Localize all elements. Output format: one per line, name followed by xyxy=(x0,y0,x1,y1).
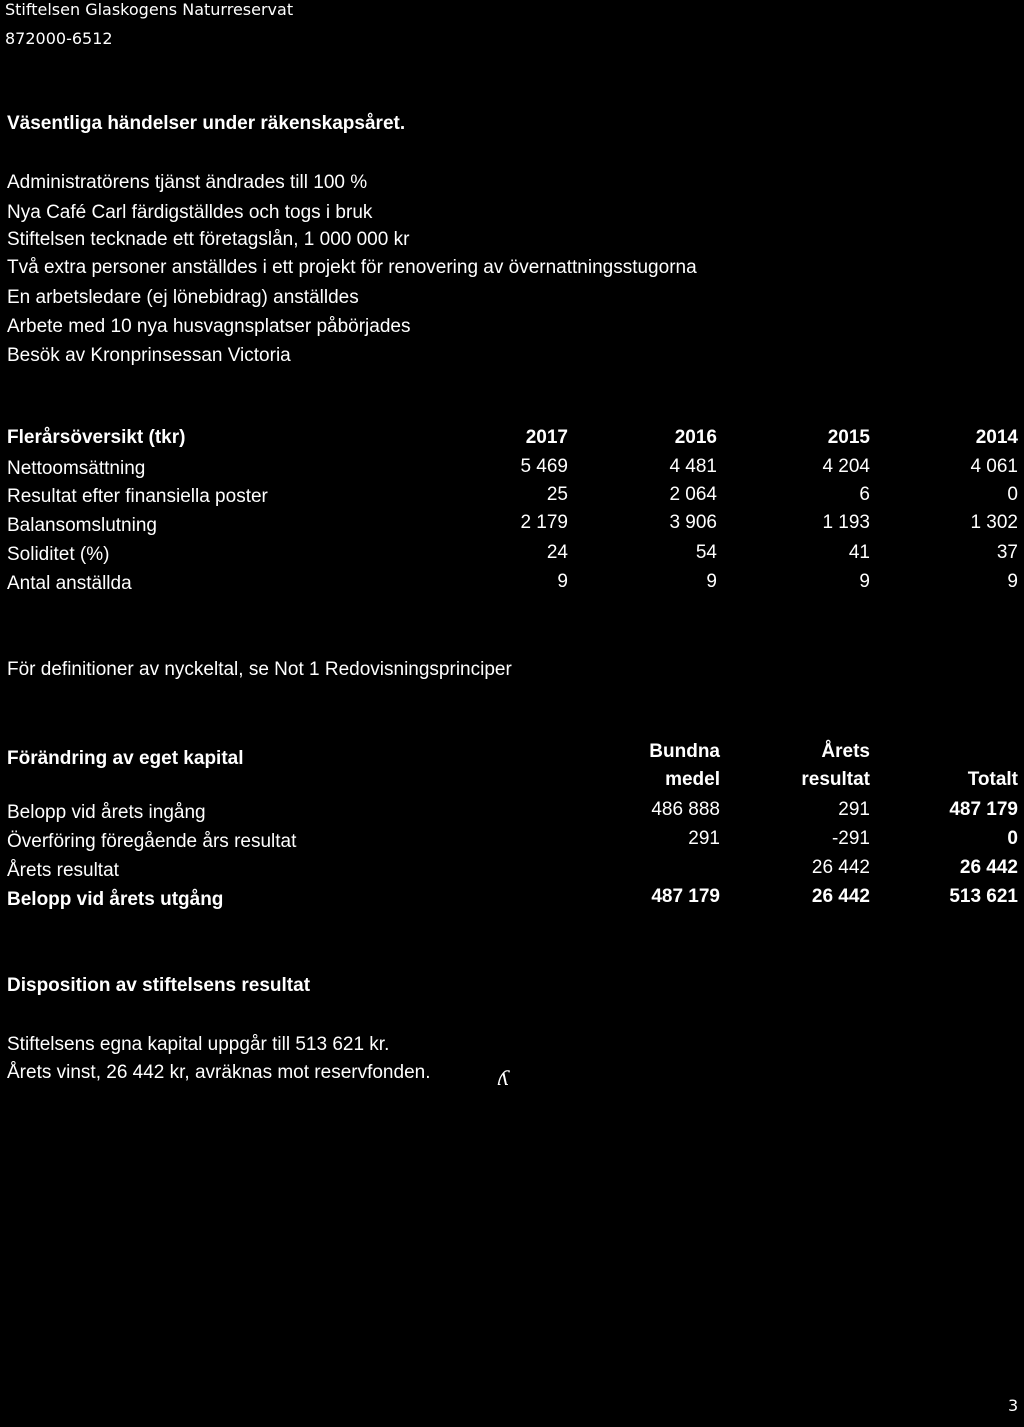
overview-cell: 5 469 xyxy=(520,456,568,477)
overview-cell: 9 xyxy=(859,571,870,592)
year-header: 2016 xyxy=(674,427,717,448)
overview-cell: 9 xyxy=(557,571,568,592)
equity-col-header: Bundna xyxy=(649,741,720,762)
overview-row-label: Resultat efter finansiella poster xyxy=(7,486,268,507)
disposition-line: Stiftelsens egna kapital uppgår till 513 621 kr. xyxy=(7,1034,390,1055)
event-item: Administratörens tjänst ändrades till 100 % xyxy=(7,172,368,193)
overview-cell: 4 204 xyxy=(822,456,870,477)
equity-title: Förändring av eget kapital xyxy=(7,748,244,769)
equity-cell: 0 xyxy=(1007,828,1018,849)
overview-cell: 4 061 xyxy=(970,456,1018,477)
events-title: Väsentliga händelser under räkenskapsåret. xyxy=(7,113,406,134)
year-header: 2015 xyxy=(827,427,870,448)
overview-row-label: Soliditet (%) xyxy=(7,544,110,565)
equity-cell: 26 442 xyxy=(811,857,870,878)
equity-col-header: medel xyxy=(665,769,720,790)
equity-cell: 26 442 xyxy=(959,857,1018,878)
overview-cell: 1 302 xyxy=(970,512,1018,533)
org-name: Stiftelsen Glaskogens Naturreservat xyxy=(5,0,294,19)
equity-col-header: Årets xyxy=(821,741,870,762)
overview-row-label: Balansomslutning xyxy=(7,515,157,536)
event-item: Två extra personer anställdes i ett projekt för renovering av övernattningsstugorna xyxy=(7,257,697,278)
equity-col-header: resultat xyxy=(801,769,870,790)
overview-cell: 6 xyxy=(859,484,870,505)
org-number: 872000-6512 xyxy=(5,29,113,48)
equity-col-header: Totalt xyxy=(967,769,1018,790)
equity-cell: -291 xyxy=(831,828,870,849)
overview-row-label: Nettoomsättning xyxy=(7,458,146,479)
overview-cell: 9 xyxy=(706,571,717,592)
overview-cell: 3 906 xyxy=(669,512,717,533)
equity-row-label: Årets resultat xyxy=(7,860,119,881)
overview-title: Flerårsöversikt (tkr) xyxy=(7,427,186,448)
event-item: Besök av Kronprinsessan Victoria xyxy=(7,345,291,366)
equity-cell: 487 179 xyxy=(651,886,720,907)
event-item: Nya Café Carl färdigställdes och togs i bruk xyxy=(7,202,373,223)
overview-cell: 24 xyxy=(546,542,568,563)
year-header: 2017 xyxy=(525,427,568,448)
overview-cell: 2 064 xyxy=(669,484,717,505)
equity-cell: 486 888 xyxy=(651,799,720,820)
event-item: En arbetsledare (ej lönebidrag) anställdes xyxy=(7,287,359,308)
overview-cell: 9 xyxy=(1007,571,1018,592)
overview-cell: 0 xyxy=(1007,484,1018,505)
event-item: Arbete med 10 nya husvagnsplatser påbörjades xyxy=(7,316,411,337)
equity-cell: 513 621 xyxy=(949,886,1018,907)
disposition-line: Årets vinst, 26 442 kr, avräknas mot reservfonden. xyxy=(7,1062,431,1083)
overview-cell: 54 xyxy=(695,542,717,563)
year-header: 2014 xyxy=(975,427,1018,448)
equity-row-label: Överföring föregående års resultat xyxy=(7,831,297,852)
overview-cell: 41 xyxy=(848,542,870,563)
disposition-title: Disposition av stiftelsens resultat xyxy=(7,975,311,996)
event-item: Stiftelsen tecknade ett företagslån, 1 000 000 kr xyxy=(7,229,410,250)
page-number: 3 xyxy=(1008,1396,1019,1415)
overview-cell: 2 179 xyxy=(520,512,568,533)
initials-signature-icon: ʎ xyxy=(498,1066,510,1090)
overview-cell: 25 xyxy=(546,484,568,505)
equity-row-label: Belopp vid årets ingång xyxy=(7,802,206,823)
equity-cell: 291 xyxy=(838,799,870,820)
equity-row-label: Belopp vid årets utgång xyxy=(7,889,224,910)
equity-cell: 487 179 xyxy=(949,799,1018,820)
overview-cell: 4 481 xyxy=(669,456,717,477)
equity-cell: 26 442 xyxy=(811,886,870,907)
overview-row-label: Antal anställda xyxy=(7,573,132,594)
equity-cell: 291 xyxy=(688,828,720,849)
overview-cell: 1 193 xyxy=(822,512,870,533)
overview-cell: 37 xyxy=(996,542,1018,563)
key-ratio-note: För definitioner av nyckeltal, se Not 1 Redovisningsprinciper xyxy=(7,659,512,680)
